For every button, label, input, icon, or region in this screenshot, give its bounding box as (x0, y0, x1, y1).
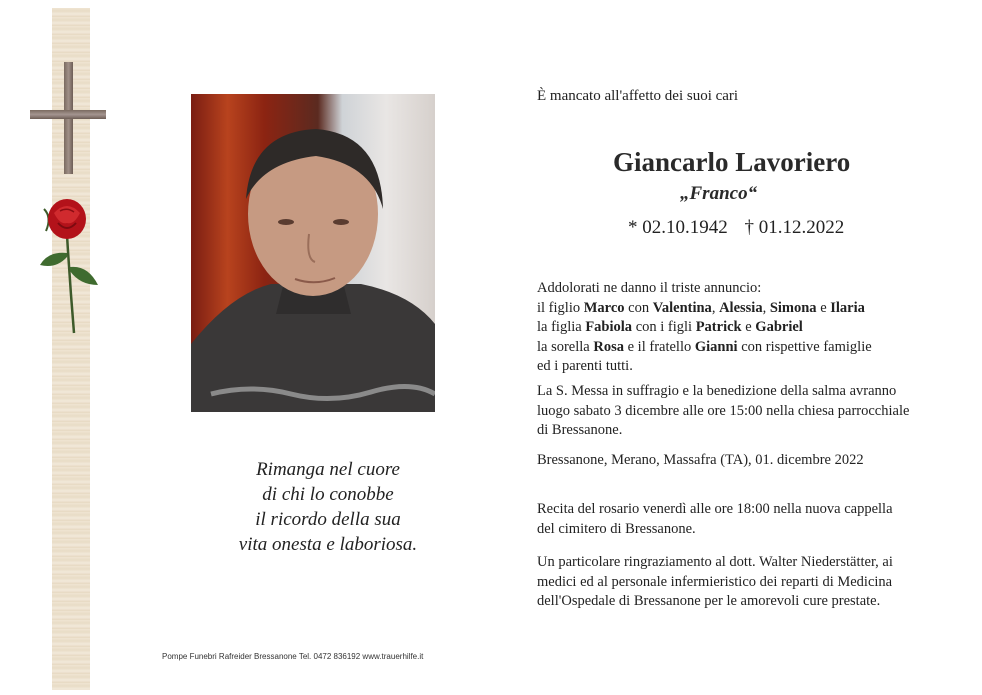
thanks-paragraph (537, 553, 893, 612)
life-dates (628, 217, 856, 239)
announcement-line: ed i parenti tutti. (537, 358, 633, 374)
quote-line: il ricordo della sua (255, 509, 401, 530)
thanks-line: medici ed al personale infermieristico dei reparti di Medicina (537, 573, 893, 590)
mass-line: La S. Messa in suffragio e la benedizione della salma avranno (537, 383, 897, 399)
mass-line: di Bressanone. (537, 422, 623, 438)
thanks-line: dell'Ospedale di Bressanone per le amorevoli cure prestate. (537, 593, 881, 609)
announcement-line: la figlia Fabiola con i figli Patrick e Gabriel (537, 319, 803, 335)
announcement-line: Addolorati ne danno il triste annuncio: (537, 280, 762, 296)
rose-icon (34, 195, 104, 335)
announcement-paragraph (537, 279, 872, 377)
deceased-nickname: „Franco“ (680, 183, 758, 204)
quote-line: vita onesta e laboriosa. (238, 534, 418, 555)
mass-paragraph (537, 382, 909, 441)
deceased-name: Giancarlo Lavoriero (613, 147, 851, 177)
mass-line: luogo sabato 3 dicembre alle ore 15:00 nella chiesa parrocchiale (537, 402, 910, 419)
rosary-paragraph (537, 500, 893, 539)
quote-line: Rimanga nel cuore (256, 459, 400, 480)
place-date: Bressanone, Merano, Massafra (TA), 01. dicembre 2022 (537, 452, 864, 468)
death-date: † 01.12.2022 (744, 217, 845, 238)
quote-line: di chi lo conobbe (262, 484, 394, 505)
birth-date: * 02.10.1942 (628, 217, 728, 238)
rosary-line: del cimitero di Bressanone. (537, 520, 696, 537)
cross-icon-bar (30, 110, 106, 119)
funeral-home-footer: Pompe Funebri Rafreider Bressanone Tel. 0472 836192 www.trauerhilfe.it (162, 652, 424, 661)
announcement-line: la sorella Rosa e il fratello Gianni con rispettive famiglie (537, 338, 872, 355)
thanks-line: Un particolare ringraziamento al dott. Walter Niederstätter, ai (537, 554, 893, 570)
intro-text: È mancato all'affetto dei suoi cari (537, 88, 739, 104)
portrait-photo (191, 94, 435, 412)
memorial-quote (200, 457, 456, 557)
rosary-line: Recita del rosario venerdì alle ore 18:00 nella nuova cappella (537, 501, 893, 517)
announcement-line: il figlio Marco con Valentina, Alessia, Simona e Ilaria (537, 299, 865, 316)
